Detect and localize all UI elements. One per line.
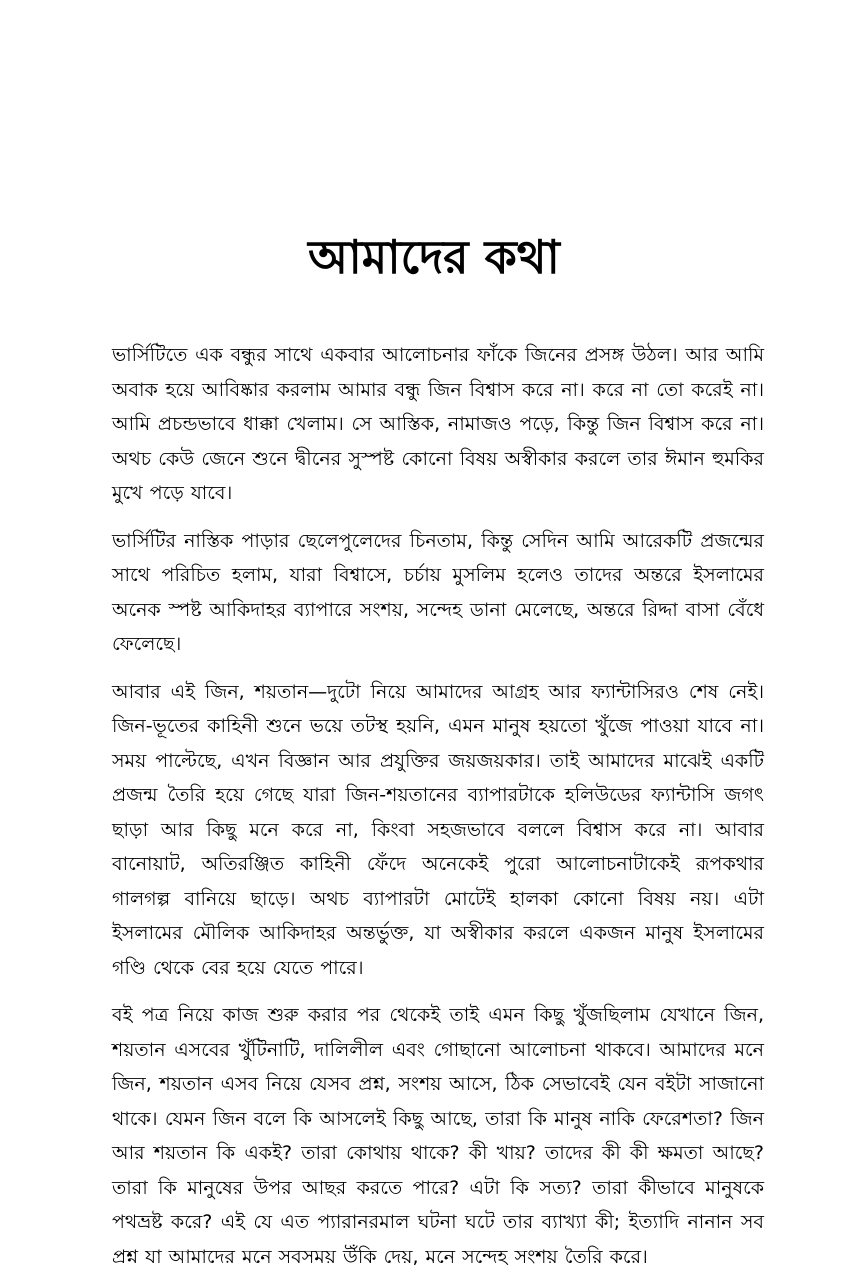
- body-text: [112, 338, 764, 1287]
- paragraph-2: ভার্সিটির নাস্তিক পাড়ার ছেলেপুলেদের চিনতাম, কিন্তু সেদিন আমি আরেকটি প্রজন্মের সাথে পরিচিত হলাম, যারা বিশ্বাসে, চর্চায় মুসলিম হলেও তাদের অন্তরে ইসলামের অনেক স্পষ্ট আকিদাহর ব্যাপারে সংশয়, সন্দেহ ডানা মেলেছে, অন্তরে রিদ্দা বাসা বেঁধে ফেলেছে।: [112, 529, 764, 655]
- paragraph-1: ভার্সিটিতে এক বন্ধুর সাথে একবার আলোচনার ফাঁকে জিনের প্রসঙ্গ উঠল। আর আমি অবাক হয়ে আবিষ্কার করলাম আমার বন্ধু জিন বিশ্বাস করে না। করে না তো করেই না। আমি প্রচন্ডভাবে ধাক্কা খেলাম। সে আস্তিক, নামাজও পড়ে, কিন্তু জিন বিশ্বাস করে না। অথচ কেউ জেনে শুনে দ্বীনের সুস্পষ্ট কোনো বিষয় অস্বীকার করলে তার ঈমান হুমকির মুখে পড়ে যাবে।: [112, 344, 764, 504]
- paragraph-4: বই পত্র নিয়ে কাজ শুরু করার পর থেকেই তাই এমন কিছু খুঁজছিলাম যেখানে জিন, শয়তান এসবের খুঁটিনাটি, দালিলীল এবং গোছানো আলোচনা থাকবে। আমাদের মনে জিন, শয়তান এসব নিয়ে যেসব প্রশ্ন, সংশয় আসে, ঠিক সেভাবেই যেন বইটা সাজানো থাকে। যেমন জিন বলে কি আসলেই কিছু আছে, তারা কি মানুষ নাকি ফেরেশতা? জিন আর শয়তান কি একই? তারা কোথায় থাকে? কী খায়? তাদের কী কী ক্ষমতা আছে? তারা কি মানুষের উপর আছর করতে পারে? এটা কি সত্য? তারা কীভাবে মানুষকে পথভ্রষ্ট করে? এই যে এত প্যারানরমাল ঘটনা ঘটে তার ব্যাখ্যা কী; ইত্যাদি নানান সব প্রশ্ন যা আমাদের মনে সবসময় উঁকি দেয়, মনে সন্দেহ সংশয় তৈরি করে।: [112, 1004, 764, 1268]
- paragraph-3: আবার এই জিন, শয়তান—দুটো নিয়ে আমাদের আগ্রহ আর ফ্যান্টাসিরও শেষ নেই। জিন-ভূতের কাহিনী শুনে ভয়ে তটস্থ হয়নি, এমন মানুষ হয়তো খুঁজে পাওয়া যাবে না। সময় পাল্টেছে, এখন বিজ্ঞান আর প্রযুক্তির জয়জয়কার। তাই আমাদের মাঝেই একটি প্রজন্ম তৈরি হয়ে গেছে যারা জিন-শয়তানের ব্যাপারটাকে হলিউডের ফ্যান্টাসি জগৎ ছাড়া আর কিছু মনে করে না, কিংবা সহজভাবে বললে বিশ্বাস করে না। আবার বানোয়াট, অতিরঞ্জিত কাহিনী ফেঁদে অনেকেই পুরো আলোচনাটাকেই রূপকথার গালগল্প বানিয়ে ছাড়ে। অথচ ব্যাপারটা মোটেই হালকা কোনো বিষয় নয়। এটা ইসলামের মৌলিক আকিদাহর অন্তর্ভুক্ত, যা অস্বীকার করলে একজন মানুষ ইসলামের গণ্ডি থেকে বের হয়ে যেতে পারে।: [112, 680, 764, 979]
- page-title: আমাদের কথা: [308, 230, 560, 284]
